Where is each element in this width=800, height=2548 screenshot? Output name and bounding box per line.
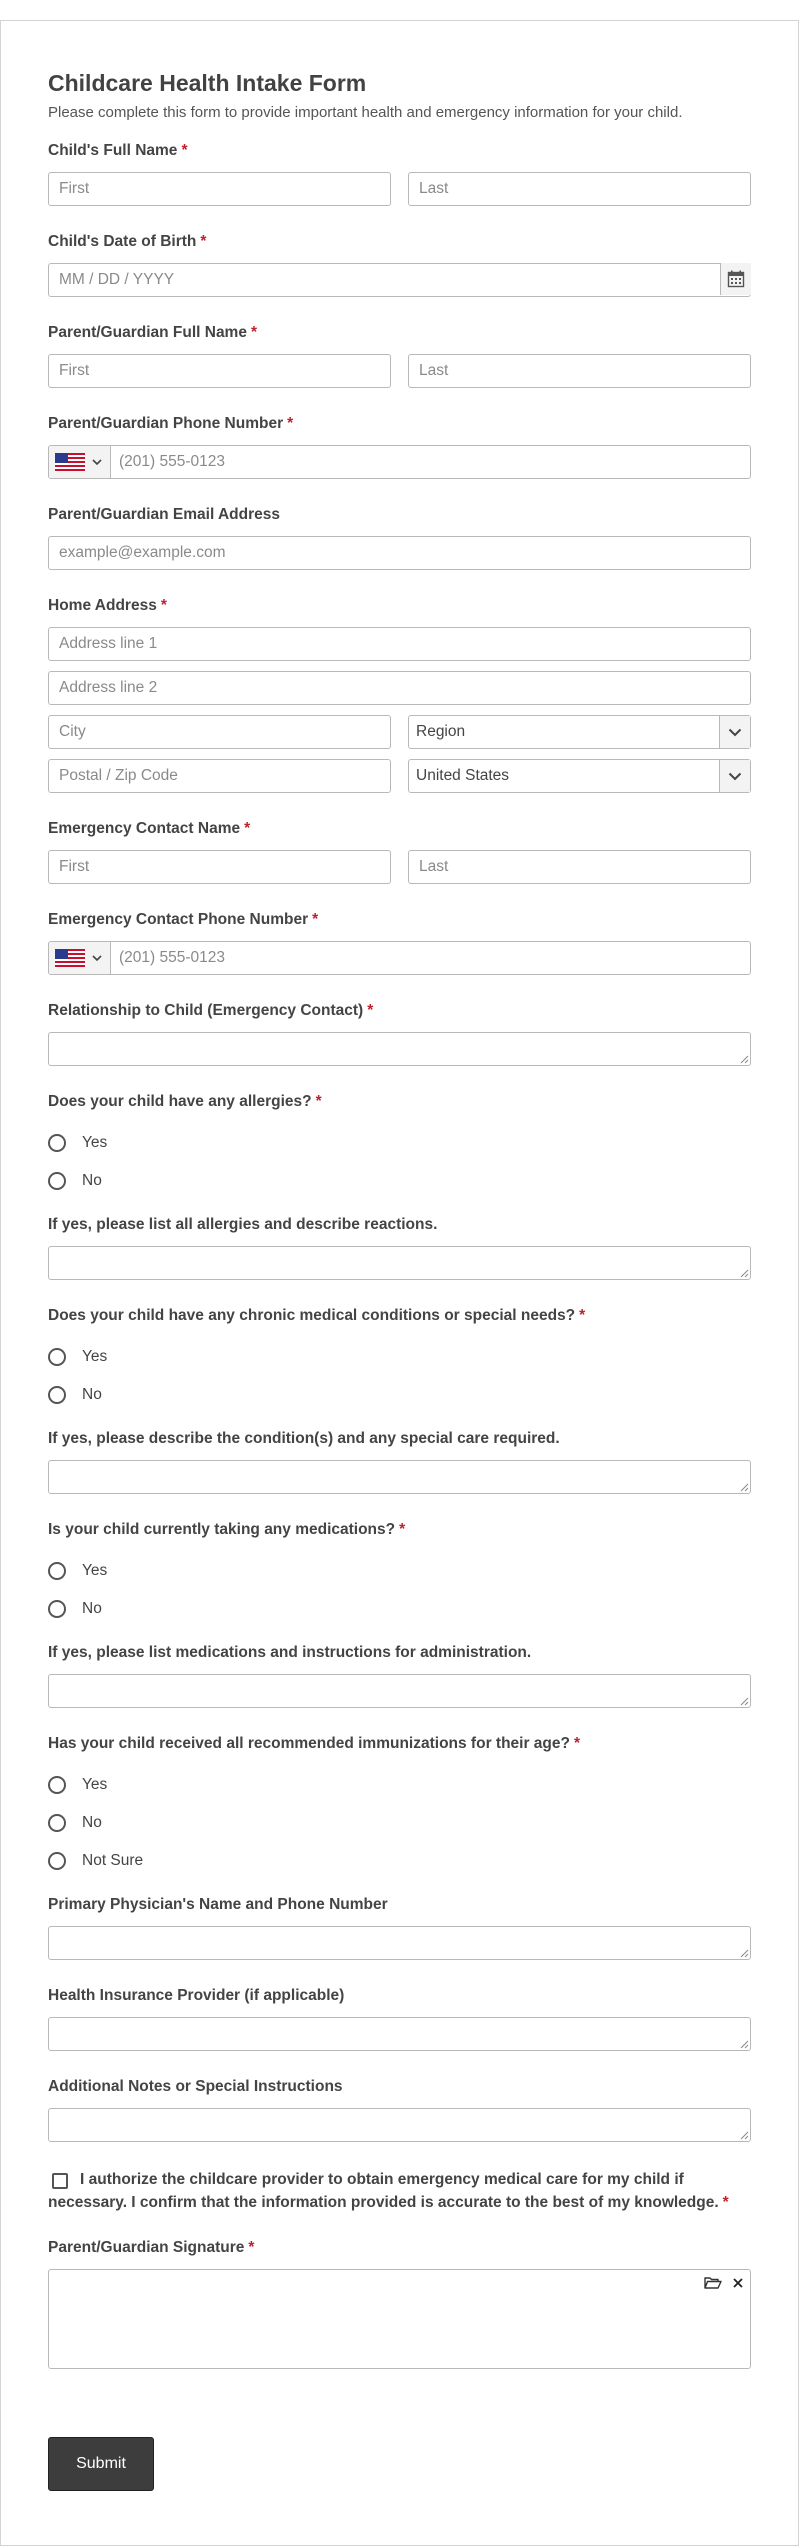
chevron-down-icon xyxy=(728,772,742,781)
consent-text: I authorize the childcare provider to obtain emergency medical care for my child if necessary. I confirm that the information provided is accurate to the best of my knowledge. * xyxy=(48,2171,729,2211)
resize-handle-icon[interactable] xyxy=(740,2131,749,2140)
conditions-detail-field xyxy=(48,1460,751,1494)
relationship-textarea[interactable] xyxy=(48,1032,751,1066)
allergies-no-option[interactable]: No xyxy=(48,1170,102,1192)
immunizations-no-option[interactable]: No xyxy=(48,1812,102,1834)
resize-handle-icon[interactable] xyxy=(740,1697,749,1706)
immunizations-label: Has your child received all recommended immunizations for their age? * xyxy=(48,1735,581,1752)
resize-handle-icon[interactable] xyxy=(740,1055,749,1064)
address-label: Home Address * xyxy=(48,597,167,614)
us-flag-icon xyxy=(55,453,85,471)
conditions-no-option[interactable]: No xyxy=(48,1384,102,1406)
emergency-last-name-input[interactable] xyxy=(408,850,751,884)
calendar-button[interactable] xyxy=(720,263,751,295)
folder-open-icon[interactable] xyxy=(704,2276,722,2290)
calendar-icon xyxy=(727,270,745,288)
country-select[interactable] xyxy=(408,759,751,793)
radio-button[interactable] xyxy=(48,1386,66,1404)
parent-phone-label: Parent/Guardian Phone Number * xyxy=(48,415,294,432)
child-dob-label: Child's Date of Birth * xyxy=(48,233,207,250)
parent-email-input[interactable] xyxy=(48,536,751,570)
radio-button[interactable] xyxy=(48,1852,66,1870)
form-title: Childcare Health Intake Form xyxy=(48,70,367,96)
emergency-phone-label: Emergency Contact Phone Number * xyxy=(48,911,319,928)
address-line2-input[interactable] xyxy=(48,671,751,705)
medications-detail-label: If yes, please list medications and instructions for administration. xyxy=(48,1644,532,1661)
resize-handle-icon[interactable] xyxy=(740,1269,749,1278)
signature-label: Parent/Guardian Signature * xyxy=(48,2239,255,2256)
conditions-detail-label: If yes, please describe the condition(s) and any special care required. xyxy=(48,1430,560,1447)
emergency-country-code-button[interactable] xyxy=(49,942,111,974)
radio-button[interactable] xyxy=(48,1348,66,1366)
parent-country-code-button[interactable] xyxy=(49,446,111,478)
medications-detail-textarea[interactable] xyxy=(48,1674,751,1708)
medications-yes-option[interactable]: Yes xyxy=(48,1560,107,1582)
country-select-value: United States xyxy=(416,767,510,784)
close-icon[interactable] xyxy=(732,2277,744,2289)
allergies-label: Does your child have any allergies? * xyxy=(48,1093,322,1110)
notes-field xyxy=(48,2108,751,2142)
conditions-detail-textarea[interactable] xyxy=(48,1460,751,1494)
notes-textarea[interactable] xyxy=(48,2108,751,2142)
immunizations-not-sure-option[interactable]: Not Sure xyxy=(48,1850,143,1872)
emergency-phone-field xyxy=(48,941,751,975)
relationship-field xyxy=(48,1032,751,1066)
child-first-name-input[interactable] xyxy=(48,172,391,206)
physician-field xyxy=(48,1926,751,1960)
radio-button[interactable] xyxy=(48,1600,66,1618)
physician-textarea[interactable] xyxy=(48,1926,751,1960)
resize-handle-icon[interactable] xyxy=(740,1483,749,1492)
radio-button[interactable] xyxy=(48,1172,66,1190)
conditions-label: Does your child have any chronic medical conditions or special needs? * xyxy=(48,1307,586,1324)
allergies-detail-label: If yes, please list all allergies and describe reactions. xyxy=(48,1216,438,1233)
emergency-phone-input[interactable] xyxy=(111,942,750,974)
child-dob-field xyxy=(48,263,751,297)
medications-detail-field xyxy=(48,1674,751,1708)
us-flag-icon xyxy=(55,949,85,967)
child-name-label: Child's Full Name * xyxy=(48,142,188,159)
immunizations-yes-option[interactable]: Yes xyxy=(48,1774,107,1796)
form-subtitle: Please complete this form to provide important health and emergency information for your child. xyxy=(48,104,683,121)
chevron-down-icon xyxy=(728,728,742,737)
parent-email-label: Parent/Guardian Email Address xyxy=(48,506,281,523)
submit-button[interactable]: Submit xyxy=(48,2437,154,2491)
city-input[interactable] xyxy=(48,715,391,749)
parent-last-name-input[interactable] xyxy=(408,354,751,388)
allergies-yes-option[interactable]: Yes xyxy=(48,1132,107,1154)
parent-phone-field xyxy=(48,445,751,479)
child-last-name-input[interactable] xyxy=(408,172,751,206)
radio-button[interactable] xyxy=(48,1134,66,1152)
insurance-field xyxy=(48,2017,751,2051)
address-line1-input[interactable] xyxy=(48,627,751,661)
child-dob-input[interactable] xyxy=(48,263,751,297)
radio-button[interactable] xyxy=(48,1562,66,1580)
physician-label: Primary Physician's Name and Phone Number xyxy=(48,1896,388,1913)
postal-code-input[interactable] xyxy=(48,759,391,793)
parent-name-label: Parent/Guardian Full Name * xyxy=(48,324,258,341)
parent-phone-input[interactable] xyxy=(111,446,750,478)
insurance-label: Health Insurance Provider (if applicable) xyxy=(48,1987,345,2004)
region-select[interactable] xyxy=(408,715,751,749)
relationship-label: Relationship to Child (Emergency Contact) * xyxy=(48,1002,374,1019)
chevron-down-icon xyxy=(92,955,102,962)
medications-no-option[interactable]: No xyxy=(48,1598,102,1620)
emergency-first-name-input[interactable] xyxy=(48,850,391,884)
emergency-name-label: Emergency Contact Name * xyxy=(48,820,251,837)
region-select-value: Region xyxy=(416,723,466,740)
signature-pad[interactable] xyxy=(48,2269,751,2369)
insurance-textarea[interactable] xyxy=(48,2017,751,2051)
allergies-detail-textarea[interactable] xyxy=(48,1246,751,1280)
conditions-yes-option[interactable]: Yes xyxy=(48,1346,107,1368)
notes-label: Additional Notes or Special Instructions xyxy=(48,2078,343,2095)
radio-button[interactable] xyxy=(48,1776,66,1794)
resize-handle-icon[interactable] xyxy=(740,2040,749,2049)
resize-handle-icon[interactable] xyxy=(740,1949,749,1958)
medications-label: Is your child currently taking any medications? * xyxy=(48,1521,406,1538)
parent-first-name-input[interactable] xyxy=(48,354,391,388)
allergies-detail-field xyxy=(48,1246,751,1280)
radio-button[interactable] xyxy=(48,1814,66,1832)
chevron-down-icon xyxy=(92,459,102,466)
